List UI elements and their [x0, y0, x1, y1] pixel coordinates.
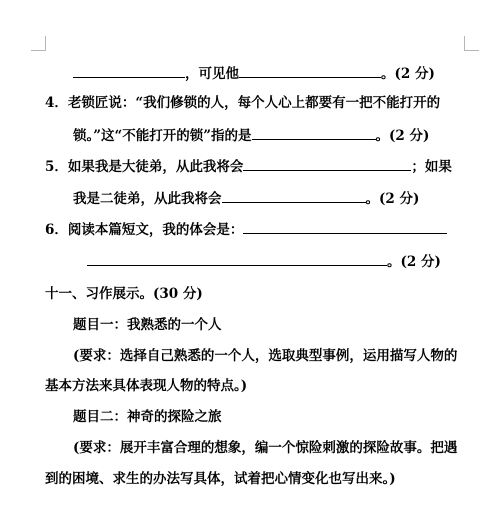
- q3-continuation-line: [73, 64, 435, 83]
- q6-score: 。(2 分): [387, 254, 441, 270]
- page-corner-mark-top-right: [464, 36, 479, 51]
- q4-line-1: [45, 94, 440, 112]
- topic-2-title: 题目二：神奇的探险之旅: [73, 409, 222, 425]
- q3-answer-blank-1[interactable]: [73, 64, 185, 78]
- q6-number: 6．: [45, 222, 68, 238]
- q3-answer-blank-2[interactable]: [239, 64, 381, 78]
- q5-text-1-end: ；如果: [411, 159, 452, 175]
- q3-text-mid: ，可见他: [185, 66, 239, 82]
- q5-number: 5．: [45, 159, 68, 175]
- q4-number: 4．: [45, 95, 68, 111]
- q5-answer-blank-1[interactable]: [243, 157, 411, 171]
- q3-score: 。(2 分): [381, 66, 435, 82]
- q4-score: 。(2 分): [375, 128, 430, 144]
- topic-1-title: 题目一：我熟悉的一个人: [73, 317, 222, 333]
- q4-answer-blank[interactable]: [252, 126, 376, 140]
- q5-answer-blank-2[interactable]: [222, 189, 366, 203]
- topic-2-requirement-line-1: (要求：展开丰富合理的想象，编一个惊险刺激的探险故事。把遇: [73, 440, 458, 456]
- q6-answer-blank-1[interactable]: [243, 220, 447, 234]
- q6-text-1: 阅读本篇短文，我的体会是：: [67, 222, 244, 238]
- q4-text-2: 锁。”这“不能打开的锁”指的是: [73, 128, 252, 144]
- q4-text-1: 老锁匠说：“我们修锁的人，每个人心上都要有一把不能打开的: [67, 95, 441, 111]
- q5-text-2: 我是二徒弟，从此我将会: [73, 191, 222, 207]
- q5-line-1: [45, 157, 452, 176]
- q5-score: 。(2 分): [365, 191, 420, 207]
- topic-1-requirement-line-2: 基本方法来具体表现人物的特点。): [45, 378, 248, 394]
- q6-line-1: [45, 220, 447, 239]
- topic-1-requirement-line-1: (要求：选择自己熟悉的一个人，选取典型事例，运用描写人物的: [73, 348, 458, 364]
- page-corner-mark-top-left: [31, 36, 46, 51]
- q6-line-2: [87, 252, 441, 271]
- q5-text-1: 如果我是大徒弟，从此我将会: [67, 159, 244, 175]
- q6-answer-blank-2[interactable]: [87, 252, 387, 266]
- topic-2-requirement-line-2: 到的困境、求生的办法写具体，试着把心情变化也写出来。): [45, 471, 396, 487]
- q4-line-2: [73, 126, 429, 145]
- q5-line-2: [73, 189, 419, 208]
- section-11-heading: 十一、习作展示。(30 分): [45, 286, 203, 302]
